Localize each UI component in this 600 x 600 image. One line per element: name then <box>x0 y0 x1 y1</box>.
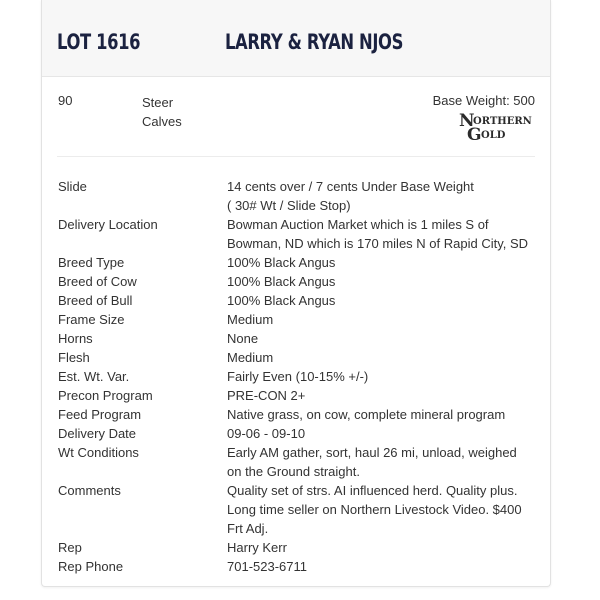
logo-text-bottom: OLD <box>481 130 506 141</box>
base-weight: Base Weight: 500 <box>432 93 535 108</box>
detail-label: Delivery Date <box>58 426 137 441</box>
northern-gold-logo <box>459 112 539 142</box>
lot-number: LOT 1616 <box>57 30 141 54</box>
lot-card <box>41 0 551 587</box>
detail-value: Fairly Even (10-15% +/-) <box>227 369 369 384</box>
detail-label: Breed Type <box>58 255 125 270</box>
detail-row <box>42 424 550 443</box>
detail-row <box>42 177 550 215</box>
detail-row <box>42 367 550 386</box>
detail-row <box>42 291 550 310</box>
detail-value: 14 cents over / 7 cents Under Base Weight ( 30# Wt / Slide Stop) <box>227 179 474 213</box>
detail-row <box>42 272 550 291</box>
detail-row <box>42 405 550 424</box>
detail-label: Precon Program <box>58 388 153 403</box>
detail-row <box>42 348 550 367</box>
detail-row <box>42 538 550 557</box>
detail-label: Frame Size <box>58 312 125 327</box>
detail-row <box>42 329 550 348</box>
detail-value: 100% Black Angus <box>227 293 336 308</box>
detail-value: Medium <box>227 312 274 327</box>
detail-label: Feed Program <box>58 407 142 422</box>
detail-value: Harry Kerr <box>227 540 287 555</box>
detail-label: Breed of Bull <box>58 293 133 308</box>
detail-label: Rep Phone <box>58 559 124 574</box>
detail-label: Rep <box>58 540 82 555</box>
lot-details <box>42 177 550 576</box>
lot-summary <box>42 76 550 157</box>
detail-row <box>42 310 550 329</box>
lot-header <box>42 0 550 77</box>
detail-label: Horns <box>58 331 93 346</box>
detail-value: PRE-CON 2+ <box>227 388 306 403</box>
detail-row <box>42 443 550 481</box>
detail-label: Delivery Location <box>58 217 158 232</box>
detail-row <box>42 253 550 272</box>
detail-row <box>42 386 550 405</box>
detail-value: 09-06 - 09-10 <box>227 426 306 441</box>
detail-value: Early AM gather, sort, haul 26 mi, unload, weighed on the Ground straight. <box>227 445 517 479</box>
detail-row <box>42 481 550 538</box>
detail-value: 100% Black Angus <box>227 274 336 289</box>
logo-text-top: ORTHERN <box>473 116 532 127</box>
logo-letter-g: G <box>467 125 482 142</box>
seller-name: LARRY & RYAN NJOS <box>225 30 403 54</box>
head-count: 90 <box>58 93 73 108</box>
detail-value: 100% Black Angus <box>227 255 336 270</box>
detail-row <box>42 557 550 576</box>
cattle-type: Steer Calves <box>142 95 182 129</box>
detail-label: Slide <box>58 179 87 194</box>
detail-value: 701-523-6711 <box>227 559 307 574</box>
divider <box>57 156 535 157</box>
detail-label: Flesh <box>58 350 90 365</box>
detail-value: Medium <box>227 350 274 365</box>
detail-label: Wt Conditions <box>58 445 139 460</box>
logo-letter-n: N <box>459 112 475 131</box>
detail-label: Comments <box>58 483 121 498</box>
detail-value: Bowman Auction Market which is 1 miles S of Bowman, ND which is 170 miles N of Rapid City, SD <box>227 217 529 251</box>
detail-label: Breed of Cow <box>58 274 137 289</box>
detail-row <box>42 215 550 253</box>
detail-label: Est. Wt. Var. <box>58 369 130 384</box>
detail-value: Native grass, on cow, complete mineral program <box>227 407 506 422</box>
detail-value: Quality set of strs. AI influenced herd. Quality plus. Long time seller on Northern Livestock Video. $400 Frt Adj. <box>227 483 522 536</box>
detail-value: None <box>227 331 259 346</box>
